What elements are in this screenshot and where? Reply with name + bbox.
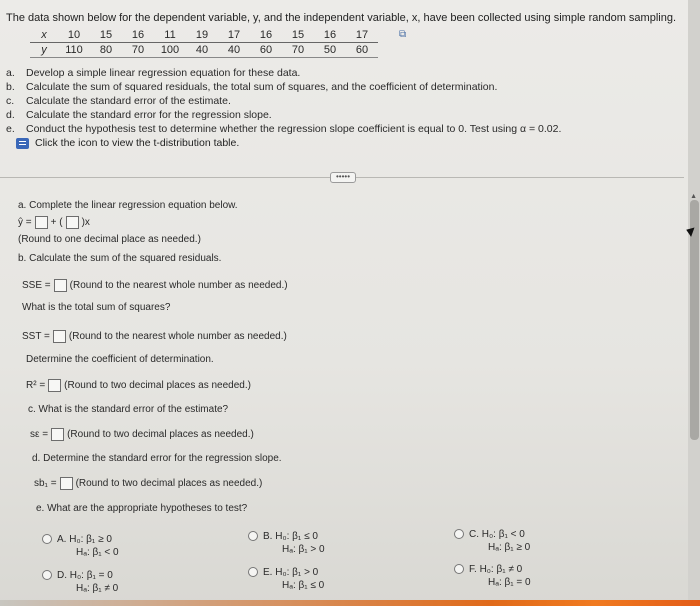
option-a-radio[interactable] (42, 534, 52, 544)
x-header: x (30, 28, 58, 43)
y-value: 60 (250, 43, 282, 58)
part-text: Calculate the standard error of the estimate. (26, 95, 231, 107)
option-label: E. (263, 567, 273, 578)
y-value: 40 (186, 43, 218, 58)
option-label: C. (469, 529, 479, 540)
option-c-radio[interactable] (454, 529, 464, 539)
y-value: 100 (154, 43, 186, 58)
round-two-note: (Round to two decimal places as needed.) (64, 380, 251, 391)
plus-sign: + ( (50, 217, 63, 228)
r2-row (26, 379, 251, 392)
option-ha: Hₐ: β₁ ≤ 0 (282, 580, 325, 591)
table-book-icon[interactable] (16, 138, 29, 149)
x-value: 17 (346, 28, 378, 43)
sse-row (22, 279, 288, 292)
se-label: sε = (30, 429, 49, 440)
x-value: 17 (218, 28, 250, 43)
part-c (6, 94, 561, 108)
x-value: 11 (154, 28, 186, 43)
option-ha: Hₐ: β₁ = 0 (488, 577, 531, 588)
slope-input[interactable] (66, 216, 79, 229)
copy-data-icon[interactable]: ⧉ (399, 29, 407, 40)
option-a[interactable] (42, 533, 119, 559)
x-value: 10 (58, 28, 90, 43)
option-label: D. (57, 570, 67, 581)
part-d (6, 108, 561, 122)
sse-label: SSE = (22, 280, 51, 291)
option-ha: Hₐ: β₁ < 0 (76, 547, 119, 558)
coef-question: Determine the coefficient of determination. (26, 354, 214, 365)
part-letter: a. (6, 67, 15, 79)
x-value: 15 (282, 28, 314, 43)
part-c-prompt: c. What is the standard error of the estimate? (28, 404, 229, 415)
option-f[interactable] (454, 563, 531, 589)
x-value: 19 (186, 28, 218, 43)
round-whole-note: (Round to the nearest whole number as needed.) (69, 280, 288, 291)
question-intro: The data shown below for the dependent variable, y, and the independent variable, x, have been collected using simple random sampling. (6, 12, 677, 24)
bottom-color-strip (0, 600, 700, 606)
part-text: Calculate the sum of squared residuals, the total sum of squares, and the coefficient of determination. (26, 81, 498, 93)
y-value: 70 (122, 43, 154, 58)
r2-label: R² = (26, 380, 46, 391)
option-h0: H₀: β₁ ≤ 0 (275, 531, 318, 542)
intercept-input[interactable] (35, 216, 48, 229)
option-e[interactable] (248, 566, 324, 592)
option-label: F. (469, 564, 477, 575)
y-value: 80 (90, 43, 122, 58)
expand-more-button[interactable]: ••••• (330, 172, 356, 183)
se-row (30, 428, 254, 441)
part-e (6, 122, 561, 136)
option-d[interactable] (42, 569, 118, 595)
option-f-radio[interactable] (454, 564, 464, 574)
r2-input[interactable] (48, 379, 61, 392)
option-h0: H₀: β₁ > 0 (275, 567, 319, 578)
x-value: 16 (122, 28, 154, 43)
scroll-up-icon[interactable]: ▲ (690, 193, 697, 200)
part-text: Calculate the standard error for the regression slope. (26, 109, 272, 121)
option-ha: Hₐ: β₁ ≠ 0 (76, 583, 119, 594)
sb-label: sb₁ = (34, 478, 57, 489)
option-label: B. (263, 531, 273, 542)
part-letter: e. (6, 123, 15, 135)
sb-input[interactable] (60, 477, 73, 490)
part-letter: c. (6, 95, 15, 107)
part-text: Conduct the hypothesis test to determine whether the regression slope coefficient is equal to 0. Test using α = 0.02. (26, 123, 562, 135)
y-value: 50 (314, 43, 346, 58)
round-whole-note: (Round to the nearest whole number as needed.) (68, 331, 287, 342)
option-b[interactable] (248, 530, 325, 556)
option-h0: H₀: β₁ ≥ 0 (69, 534, 112, 545)
x-value: 16 (314, 28, 346, 43)
option-h0: H₀: β₁ ≠ 0 (479, 564, 523, 575)
y-value: 60 (346, 43, 378, 58)
data-table (30, 28, 378, 58)
se-input[interactable] (51, 428, 64, 441)
part-letter: d. (6, 109, 15, 121)
part-b (6, 80, 561, 94)
option-ha: Hₐ: β₁ ≥ 0 (488, 542, 531, 553)
x-row (30, 28, 378, 43)
x-value: 15 (90, 28, 122, 43)
scrollbar[interactable] (688, 0, 700, 606)
option-b-radio[interactable] (248, 531, 258, 541)
round-one-note: (Round to one decimal place as needed.) (18, 234, 201, 245)
question-parts (6, 66, 561, 136)
sst-question: What is the total sum of squares? (22, 302, 171, 313)
option-ha: Hₐ: β₁ > 0 (282, 544, 325, 555)
sst-label: SST = (22, 331, 50, 342)
part-d-prompt: d. Determine the standard error for the regression slope. (32, 453, 282, 464)
part-e-prompt: e. What are the appropriate hypotheses to test? (36, 503, 248, 514)
option-h0: H₀: β₁ = 0 (69, 570, 113, 581)
round-two-note: (Round to two decimal places as needed.) (67, 429, 254, 440)
part-a-prompt: a. Complete the linear regression equation below. (18, 200, 238, 211)
y-value: 40 (218, 43, 250, 58)
sse-input[interactable] (54, 279, 67, 292)
y-value: 70 (282, 43, 314, 58)
option-e-radio[interactable] (248, 567, 258, 577)
t-distribution-link[interactable] (16, 137, 239, 149)
part-a (6, 66, 561, 80)
part-b-prompt: b. Calculate the sum of the squared residuals. (18, 253, 222, 264)
y-value: 110 (58, 43, 90, 58)
y-header: y (30, 43, 58, 58)
round-two-note: (Round to two decimal places as needed.) (75, 478, 263, 489)
option-h0: H₀: β₁ < 0 (481, 529, 525, 540)
yhat-label: ŷ = (18, 217, 32, 228)
sst-row (22, 330, 287, 343)
option-c[interactable] (454, 528, 530, 554)
part-letter: b. (6, 81, 15, 93)
part-text: Develop a simple linear regression equation for these data. (26, 67, 301, 79)
y-row (30, 43, 378, 58)
option-label: A. (57, 534, 67, 545)
option-d-radio[interactable] (42, 570, 52, 580)
regression-equation (18, 216, 90, 229)
sst-input[interactable] (53, 330, 66, 343)
x-value: 16 (250, 28, 282, 43)
sb-row (34, 477, 262, 490)
t-distribution-link-text[interactable]: Click the icon to view the t-distribution table. (35, 137, 240, 149)
x-suffix: )x (81, 217, 90, 228)
